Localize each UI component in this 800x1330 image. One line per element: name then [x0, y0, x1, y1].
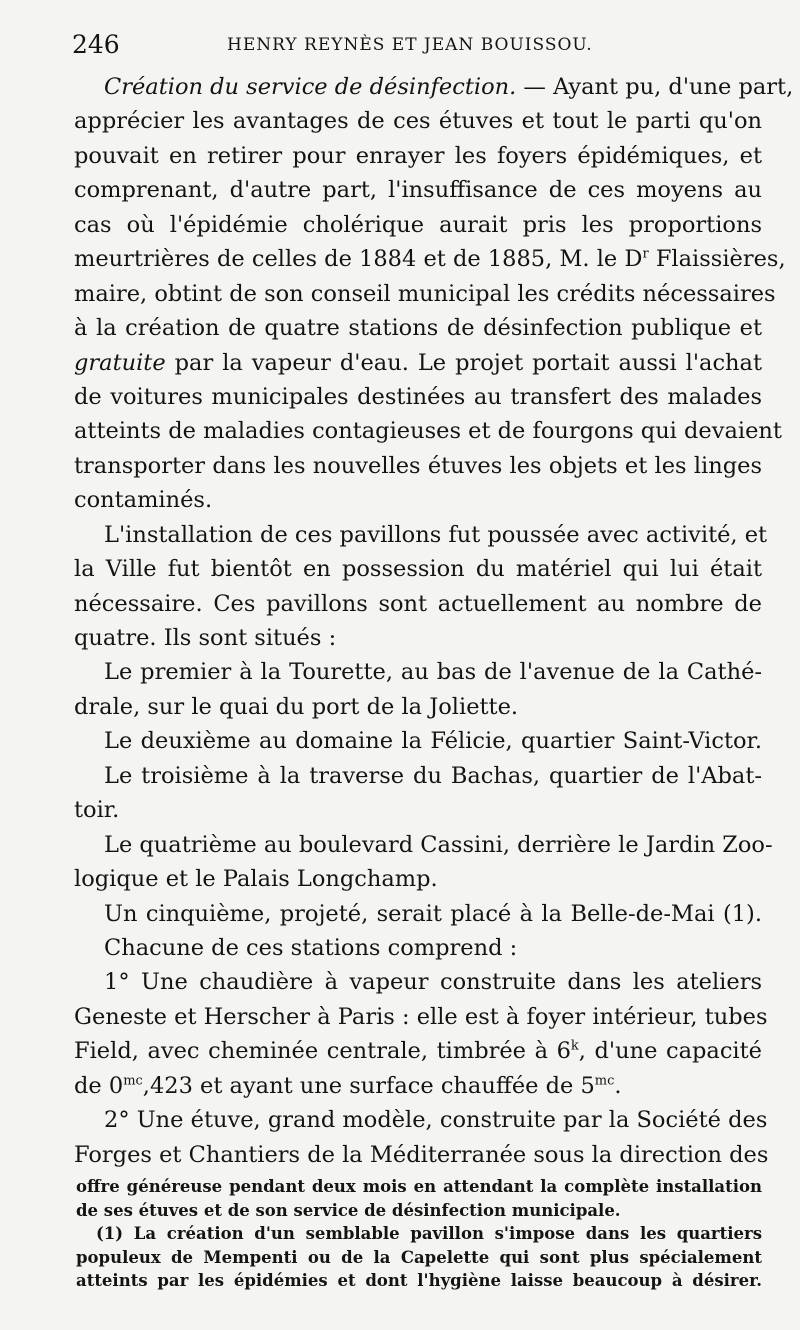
footnotes [76, 1175, 762, 1293]
text-line: Le troisième à la traverse du Bachas, quartier de l'Abat- [104, 762, 762, 789]
text-line: Chacune de ces stations comprend : [104, 934, 518, 961]
text-line: toir. [74, 797, 120, 824]
text-line: drale, sur le quai du port de la Joliette. [74, 693, 519, 720]
section-title: Création du service de désinfection. [104, 74, 517, 100]
text-line: Un cinquième, projeté, serait placé à la Belle-de-Mai (1). [104, 900, 762, 927]
text-line: meurtrières de celles de 1884 et de 1885, M. le $D^r$ Flaissières, [74, 246, 786, 273]
footnote-line: offre généreuse pendant deux mois en attendant la complète installation [76, 1177, 762, 1196]
text-line: à la création de quatre stations de désinfection publique et [74, 315, 762, 342]
text-line: pouvait en retirer pour enrayer les foyers épidémiques, et [74, 142, 762, 169]
text-line: transporter dans les nouvelles étuves les objets et les linges [74, 452, 762, 479]
text-line: Geneste et Herscher à Paris : elle est à foyer intérieur, tubes [74, 1003, 768, 1030]
text-line: Création du service de désinfection. — Ayant pu, d'une part, [104, 74, 794, 100]
text-line: Forges et Chantiers de la Méditerranée sous la direction des [74, 1141, 769, 1168]
text-line: contaminés. [74, 487, 213, 514]
page-number: 246 [72, 30, 120, 59]
text-line: 1° Une chaudière à vapeur construite dans les ateliers [104, 969, 762, 996]
text-line: cas où l'épidémie cholérique aurait pris les proportions [74, 211, 762, 238]
text-line: Le deuxième au domaine la Félicie, quartier Saint-Victor. [104, 728, 762, 755]
text-line: de voitures municipales destinées au transfert des malades [74, 383, 762, 410]
text-line: la Ville fut bientôt en possession du matériel qui lui était [74, 556, 762, 583]
text-line: apprécier les avantages de ces étuves et tout le parti qu'on [74, 108, 762, 135]
text-line: logique et le Palais Longchamp. [74, 866, 438, 893]
text-line: atteints de maladies contagieuses et de fourgons qui devaient [74, 418, 782, 445]
footnote-line: de ses étuves et de son service de désinfection municipale. [76, 1200, 621, 1220]
footnote-line: populeux de Mempenti ou de la Capelette qui sont plus spécialement [76, 1247, 762, 1267]
text-line: maire, obtint de son conseil municipal les crédits nécessaires [74, 280, 776, 307]
text-line: nécessaire. Ces pavillons sont actuellement au nombre de [74, 590, 762, 617]
text-line: Le premier à la Tourette, au bas de l'avenue de la Cathé- [104, 659, 762, 686]
text-line: Le quatrième au boulevard Cassini, derrière le Jardin Zoo- [104, 831, 773, 858]
text-line: de $0^{mc},423$ et ayant une surface chauffée de $5^{mc}$. [74, 1072, 622, 1099]
text-line: gratuite par la vapeur d'eau. Le projet portait aussi l'achat [74, 349, 762, 376]
text-line: Field, avec cheminée centrale, timbrée à 6$^k$, d'une capacité [74, 1038, 762, 1065]
running-head: HENRY REYNÈS ET JEAN BOUISSOU. [227, 35, 593, 55]
page-header [72, 30, 762, 70]
footnote-line: atteints par les épidémies et dont l'hygiène laisse beaucoup à désirer. [76, 1271, 762, 1290]
text-line: L'installation de ces pavillons fut poussée avec activité, et [104, 521, 768, 548]
footnote-line: (1) La création d'un semblable pavillon s'impose dans les quartiers [96, 1224, 762, 1243]
body-text [74, 70, 794, 1172]
text-line: comprenant, d'autre part, l'insuffisance de ces moyens au [74, 177, 762, 204]
text-line: quatre. Ils sont situés : [74, 625, 337, 651]
text-line: 2° Une étuve, grand modèle, construite par la Société des [104, 1107, 768, 1134]
